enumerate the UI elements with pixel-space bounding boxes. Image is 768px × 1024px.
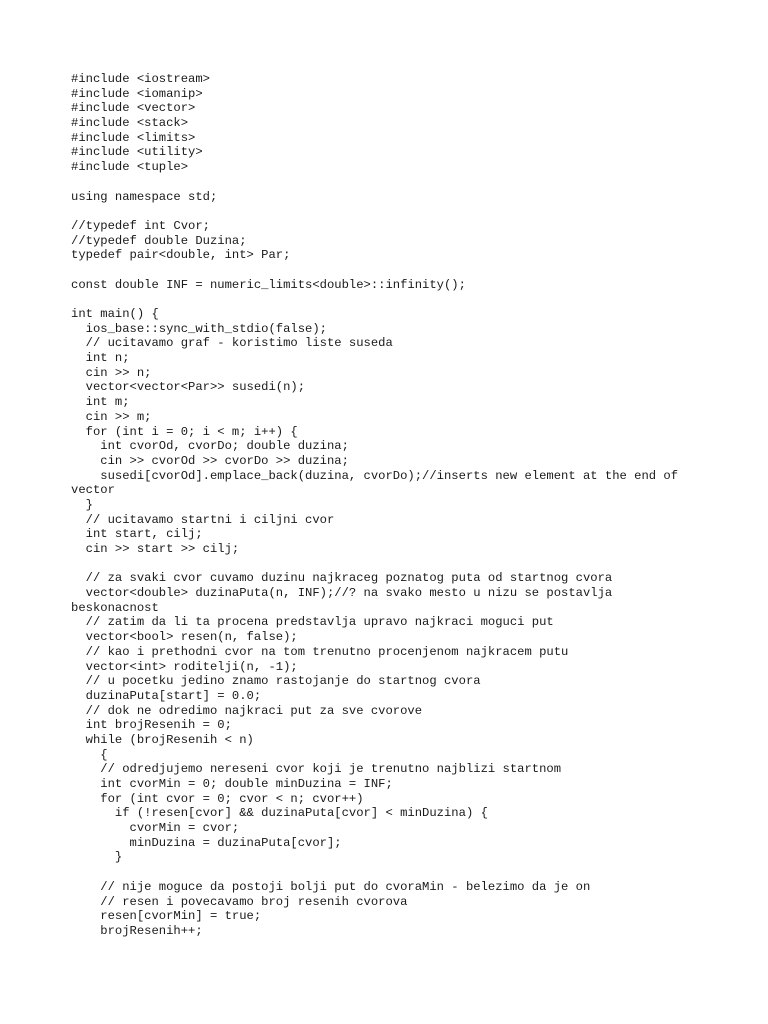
code-line: vector — [71, 483, 115, 498]
code-line — [71, 175, 711, 190]
code-line: int n; — [71, 351, 130, 366]
code-line: int brojResenih = 0; — [71, 718, 232, 733]
code-line: beskonacnost — [71, 600, 159, 615]
code-line: //typedef double Duzina; — [71, 233, 247, 248]
code-line: #include <utility> — [71, 145, 203, 160]
code-line: for (int i = 0; i < m; i++) { — [71, 424, 298, 439]
code-line: cin >> n; — [71, 365, 152, 380]
code-line: //typedef int Cvor; — [71, 218, 210, 233]
code-line: susedi[cvorOd].emplace_back(duzina, cvorDo);//inserts new element at the end of — [71, 468, 679, 483]
code-line: if (!resen[cvor] && duzinaPuta[cvor] < minDuzina) { — [71, 806, 488, 821]
code-line: ios_base::sync_with_stdio(false); — [71, 321, 327, 336]
code-line: // ucitavamo graf - koristimo liste suseda — [71, 336, 393, 351]
code-line: for (int cvor = 0; cvor < n; cvor++) — [71, 791, 364, 806]
code-line: cin >> start >> cilj; — [71, 542, 240, 556]
code-listing — [71, 72, 711, 939]
code-line: cvorMin = cvor; — [71, 821, 240, 836]
code-line: int main() { — [71, 307, 159, 321]
code-line: int cvorMin = 0; double minDuzina = INF; — [71, 777, 393, 791]
code-line: #include <limits> — [71, 130, 196, 145]
code-line: #include <tuple> — [71, 160, 189, 175]
code-line — [71, 292, 711, 307]
code-line: int start, cilj; — [71, 527, 203, 542]
code-line: minDuzina = duzinaPuta[cvor]; — [71, 835, 342, 850]
code-line: duzinaPuta[start] = 0.0; — [71, 688, 262, 703]
code-line: // za svaki cvor cuvamo duzinu najkraceg poznatog puta od startnog cvora — [71, 571, 613, 586]
code-line: typedef pair<double, int> Par; — [71, 248, 291, 263]
code-line: // ucitavamo startni i ciljni cvor — [71, 512, 335, 527]
code-line: #include <stack> — [71, 116, 189, 131]
code-line — [71, 865, 711, 880]
code-line: #include <vector> — [71, 101, 196, 116]
code-line: { — [71, 747, 108, 762]
code-line: vector<bool> resen(n, false); — [71, 630, 298, 645]
code-line: using namespace std; — [71, 189, 218, 204]
code-line: vector<double> duzinaPuta(n, INF);//? na svako mesto u nizu se postavlja — [71, 586, 613, 601]
code-line: // zatim da li ta procena predstavlja upravo najkraci moguci put — [71, 615, 554, 630]
code-line — [71, 204, 711, 219]
code-line: } — [71, 850, 123, 865]
code-line: #include <iomanip> — [71, 86, 203, 101]
code-line: resen[cvorMin] = true; — [71, 909, 262, 924]
code-line — [71, 263, 711, 278]
code-line: // odredjujemo nereseni cvor koji je trenutno najblizi startnom — [71, 762, 562, 777]
code-line: // kao i prethodni cvor na tom trenutno procenjenom najkracem putu — [71, 644, 569, 659]
code-line: } — [71, 497, 93, 512]
code-line: brojResenih++; — [71, 923, 203, 938]
code-line: while (brojResenih < n) — [71, 732, 254, 747]
code-line — [71, 557, 711, 572]
code-line: // nije moguce da postoji bolji put do cvoraMin - belezimo da je on — [71, 879, 591, 894]
code-line: // resen i povecavamo broj resenih cvorova — [71, 894, 408, 909]
code-line: // dok ne odredimo najkraci put za sve cvorove — [71, 703, 423, 718]
code-line: cin >> m; — [71, 409, 152, 424]
code-line: int m; — [71, 395, 130, 410]
code-line: #include <iostream> — [71, 72, 210, 86]
code-line: vector<vector<Par>> susedi(n); — [71, 380, 306, 395]
code-line: const double INF = numeric_limits<double>::infinity(); — [71, 277, 466, 292]
code-line: // u pocetku jedino znamo rastojanje do startnog cvora — [71, 674, 481, 689]
code-line: cin >> cvorOd >> cvorDo >> duzina; — [71, 453, 349, 468]
code-line: vector<int> roditelji(n, -1); — [71, 659, 298, 674]
code-line: int cvorOd, cvorDo; double duzina; — [71, 439, 349, 454]
